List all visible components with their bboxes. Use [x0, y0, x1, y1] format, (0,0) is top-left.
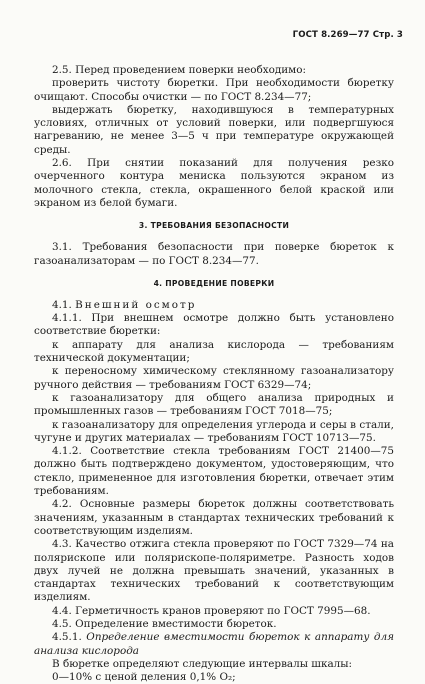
paragraph-4-4: 4.4. Герметичность кранов проверяют по ГОСТ 7995—68.: [52, 604, 371, 617]
paragraph-4-3: 4.3. Качество отжига стекла проверяют по ГОСТ 7329—74 на полярископе или полярископе-поляриметре. Разность ходов двух лучей не должна превышать значений, указанных в стандартах технических требований к соответствующим изделиям.: [34, 538, 394, 604]
paragraph-4-2: 4.2. Основные размеры бюреток должны соответствовать значениям, указанным в стандартах технических требований к соответствующим изделиям.: [34, 498, 394, 537]
paragraph-conditioning: выдержать бюретку, находившуюся в температурных условиях, отличных от условий поверки, или подвергшуюся нагреванию, не менее 3—5 ч при температуре окружающей среды.: [34, 103, 394, 156]
document-body: [34, 64, 394, 684]
paragraph-4-1-2: 4.1.2. Соответствие стекла требованиям ГОСТ 21400—75 должно быть подтверждено документом, удостоверяющим, что стекло, примененное для изготовления бюретки, отвечает этим требованиям.: [34, 445, 394, 498]
italic-heading: Определение вместимости бюреток к аппарату для анализа кислорода: [34, 631, 394, 657]
paragraph-number: 4.5.1.: [52, 631, 82, 644]
subheading-4-1: [34, 299, 394, 312]
paragraph-3-1: 3.1. Требования безопасности при поверке бюреток к газоанализаторам — по ГОСТ 8.234—77.: [34, 241, 394, 267]
paragraph-cleanliness: проверить чистоту бюретки. При необходимости бюретку очищают. Способы очистки — по ГОСТ 8.234—77;: [34, 77, 394, 103]
paragraph-interval-0-10: 0—10% с ценой деления 0,1% O₂;: [52, 671, 236, 684]
subheading-text: Внешний осмотр: [75, 298, 197, 311]
paragraph-2-5: 2.5. Перед проведением поверки необходимо:: [52, 64, 307, 76]
subheading-number: 4.1.: [52, 298, 72, 311]
section-heading-verification: 4. ПРОВЕДЕНИЕ ПОВЕРКИ: [153, 278, 275, 288]
paragraph-4-5: 4.5. Определение вместимости бюреток.: [52, 617, 277, 630]
paragraph-intervals: В бюретке определяют следующие интервалы шкалы:: [52, 657, 353, 670]
section-heading-safety: 3. ТРЕБОВАНИЯ БЕЗОПАСНОСТИ: [138, 221, 290, 231]
paragraph-carbon-sulfur-analyzer: к газоанализатору для определения углерода и серы в стали, чугуне и других материалах — требованиям ГОСТ 10713—75.: [34, 418, 394, 444]
paragraph-oxygen-apparatus: к аппарату для анализа кислорода — требованиям технической документации;: [34, 338, 394, 365]
paragraph-2-6: 2.6. При снятии показаний для получения резко очерченного контура мениска пользуются экраном из молочного стекла, стекла, окрашенного белой краской или экраном из белой бумаги.: [34, 157, 394, 209]
paragraph-4-5-1: [34, 631, 394, 658]
paragraph-general-analyzer: к газоанализатору для общего анализа природных и промышленных газов — требованиям ГОСТ 7018—75;: [34, 391, 394, 418]
paragraph-portable-analyzer: к переносному химическому стеклянному газоанализатору ручного действия — требованиям ГОСТ 6329—74;: [34, 365, 394, 391]
paragraph-4-1-1: 4.1.1. При внешнем осмотре должно быть установлено соответствие бюретки:: [34, 312, 394, 338]
page-header: ГОСТ 8.269—77 Стр. 3: [292, 30, 403, 40]
